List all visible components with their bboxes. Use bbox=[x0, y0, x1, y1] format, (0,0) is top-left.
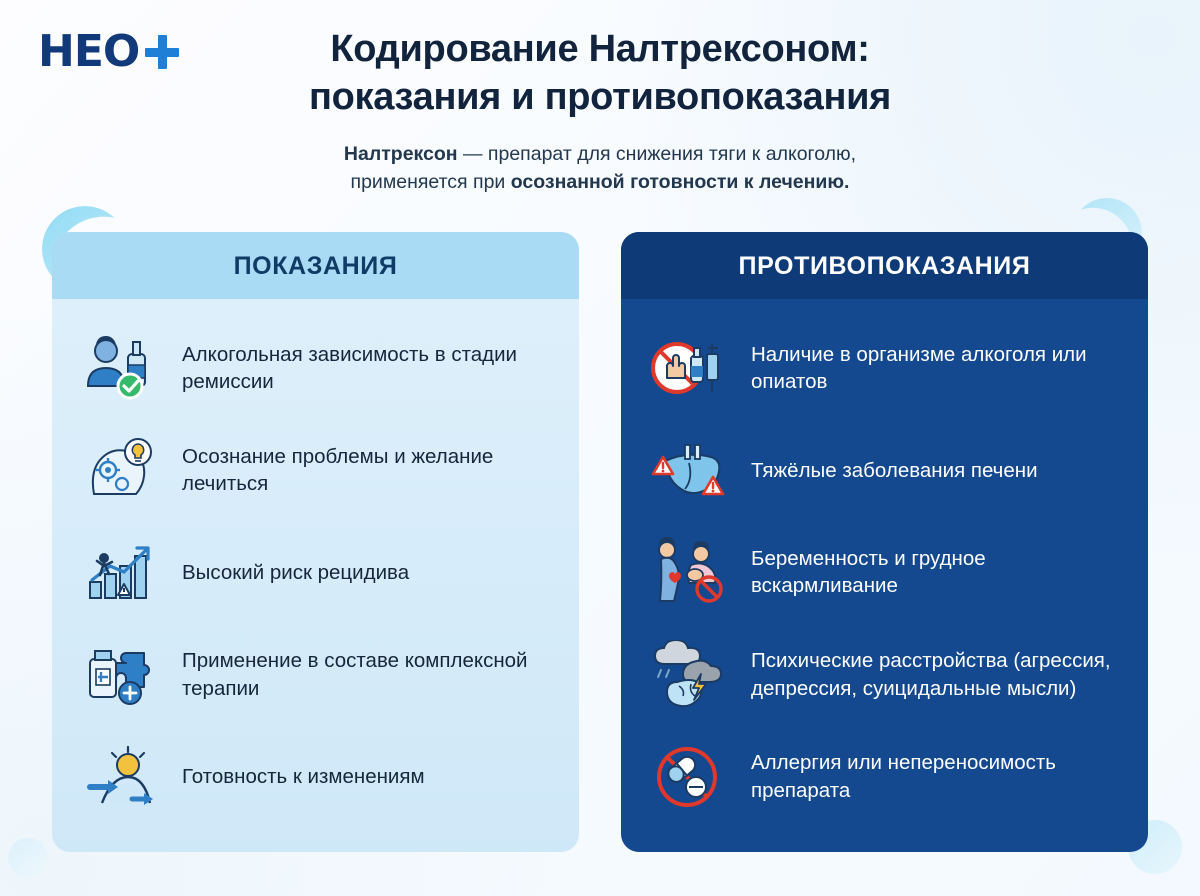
list-item-label: Беременность и грудное вскармливание bbox=[751, 547, 986, 598]
liver-warning-icon bbox=[647, 434, 731, 506]
list-item bbox=[647, 527, 1122, 617]
list-item bbox=[78, 323, 553, 413]
no-pills-allergy-icon bbox=[647, 741, 731, 813]
sunrise-road-arrow-icon bbox=[78, 741, 162, 813]
list-item-label: Алкогольная зависимость в стадии ремиссии bbox=[182, 342, 517, 394]
page-header bbox=[0, 26, 1200, 196]
list-item-label: Аллергия или непереносимость препарата bbox=[751, 751, 1056, 802]
page-title bbox=[0, 26, 1200, 122]
columns-wrapper bbox=[52, 232, 1148, 852]
head-gear-idea-icon bbox=[78, 434, 162, 506]
contraindications-list bbox=[621, 299, 1148, 852]
brain-storm-icon bbox=[647, 639, 731, 711]
list-item-label: Применение в составе комплексной терапии bbox=[182, 649, 528, 700]
contraindications-heading: ПРОТИВОПОКАЗАНИЯ bbox=[621, 232, 1148, 299]
list-item-label: Психические расстройства (агрессия, депрессия, суицидальные мысли) bbox=[751, 649, 1111, 700]
pill-bottle-puzzle-icon bbox=[78, 639, 162, 711]
list-item bbox=[78, 527, 553, 617]
brand-logo-text: HEO bbox=[38, 26, 140, 77]
indications-heading: ПОКАЗАНИЯ bbox=[52, 232, 579, 299]
chart-risk-arrow-icon bbox=[78, 536, 162, 608]
subtitle-line2-plain: применяется при bbox=[350, 171, 511, 194]
list-item bbox=[647, 425, 1122, 515]
subtitle-line1-rest: — препарат для снижения тяги к алкоголю, bbox=[457, 142, 857, 165]
indications-list bbox=[52, 299, 579, 852]
list-item-label: Готовность к изменениям bbox=[182, 765, 425, 789]
decorative-blob-bottom-left bbox=[8, 838, 48, 878]
indications-card bbox=[52, 232, 579, 852]
list-item bbox=[78, 732, 553, 822]
subtitle-drug-name: Налтрексон bbox=[343, 142, 458, 165]
list-item-label: Наличие в организме алкоголя или опиатов bbox=[751, 342, 1087, 394]
list-item bbox=[647, 732, 1122, 822]
page-title-line1: Кодирование Налтрексоном: bbox=[330, 28, 870, 70]
subtitle-line2-bold: осознанной готовности к лечению. bbox=[510, 171, 850, 194]
list-item-label: Осознание проблемы и желание лечиться bbox=[182, 444, 494, 496]
list-item bbox=[78, 630, 553, 720]
list-item bbox=[647, 323, 1122, 413]
page-subtitle bbox=[0, 140, 1200, 197]
list-item bbox=[647, 630, 1122, 720]
list-item-label: Высокий риск рецидива bbox=[182, 560, 410, 584]
no-alcohol-syringe-icon bbox=[647, 332, 731, 404]
list-item bbox=[78, 425, 553, 515]
pregnancy-breastfeeding-icon bbox=[647, 536, 731, 608]
list-item-label: Тяжёлые заболевания печени bbox=[751, 458, 1038, 482]
contraindications-card bbox=[621, 232, 1148, 852]
page-title-line2: показания и противопоказания bbox=[308, 75, 892, 118]
person-bottle-check-icon bbox=[78, 332, 162, 404]
